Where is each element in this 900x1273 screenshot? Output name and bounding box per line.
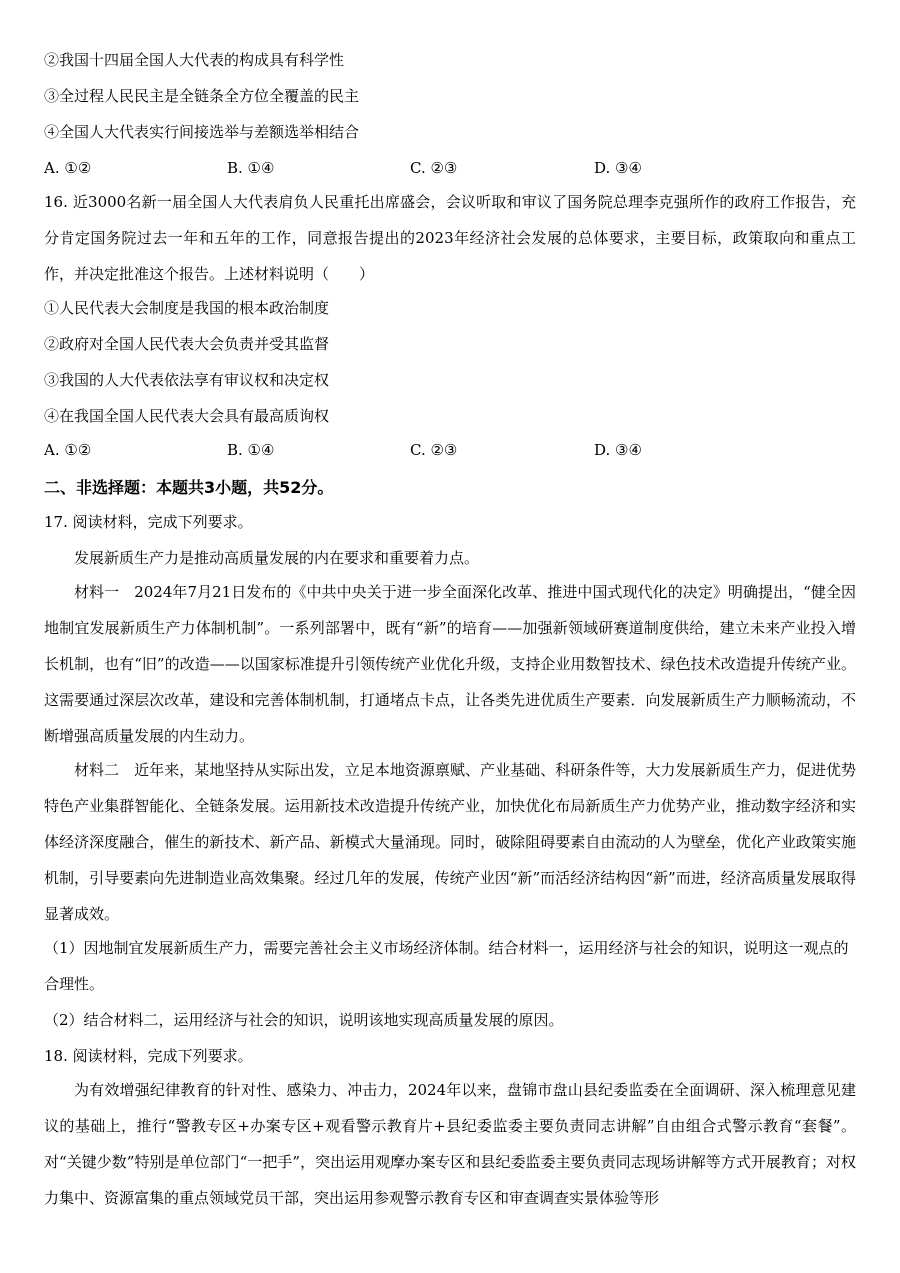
q15-choice-d: D. ③④ xyxy=(594,159,642,177)
q15-choices xyxy=(44,158,864,178)
q16-choice-c: C. ②③ xyxy=(410,441,458,459)
q16-option-2: ②政府对全国人民代表大会负责并受其监督 xyxy=(44,335,330,353)
section-heading: 二、非选择题：本题共3小题，共52分。 xyxy=(44,478,334,497)
q17-intro: 发展新质生产力是推动高质量发展的内在要求和重要着力点。 xyxy=(74,549,480,567)
q16-option-4: ④在我国全国人民代表大会具有最高质询权 xyxy=(44,407,330,425)
q15-option-4: ④全国人大代表实行间接选举与差额选举相结合 xyxy=(44,123,360,141)
q15-choice-b: B. ①④ xyxy=(227,159,275,177)
q17-subquestion-1: （1）因地制宜发展新质生产力，需要完善社会主义市场经济体制。结合材料一，运用经济与社会的知识，说明这一观点的合理性。 xyxy=(44,939,849,993)
q16-stem: 16. 近3000名新一届全国人大代表肩负人民重托出席盛会，会议听取和审议了国务院总理李克强所作的政府工作报告，充分肯定国务院过去一年和五年的工作，同意报告提出的2023年经济社会发展的总体要求，主要目标，政策取向和重点工作，并决定批准这个报告。上述材料说明（ ） xyxy=(44,193,856,283)
q15-choice-a: A. ①② xyxy=(44,159,92,177)
q16-choices xyxy=(44,440,864,460)
q17-subquestion-2: （2）结合材料二，运用经济与社会的知识，说明该地实现高质量发展的原因。 xyxy=(44,1011,564,1029)
q15-choice-c: C. ②③ xyxy=(410,159,458,177)
q17-title: 17. 阅读材料，完成下列要求。 xyxy=(44,513,253,531)
q15-option-2: ②我国十四届全国人大代表的构成具有科学性 xyxy=(44,51,345,69)
q17-material-2: 材料二 近年来，某地坚持从实际出发，立足本地资源禀赋、产业基础、科研条件等，大力发展新质生产力，促进优势特色产业集群智能化、全链条发展。运用新技术改造提升传统产业，加快优化布局新质生产力优势产业，推动数字经济和实体经济深度融合，催生的新技术、新产品、新模式大量涌现。同时，破除阻碍要素自由流动的人为壁垒，优化产业政策实施机制，引导要素向先进制造业高效集聚。经过几年的发展，传统产业因“新”而活经济结构因“新”而进，经济高质量发展取得显著成效。 xyxy=(44,761,856,923)
q16-choice-d: D. ③④ xyxy=(594,441,642,459)
q18-material: 为有效增强纪律教育的针对性、感染力、冲击力，2024年以来，盘锦市盘山县纪委监委在全面调研、深入梳理意见建议的基础上，推行“警教专区+办案专区+观看警示教育片+县纪委监委主要负责同志讲解”自由组合式警示教育“套餐”。对“关键少数”特别是单位部门“一把手”，突出运用观摩办案专区和县纪委监委主要负责同志现场讲解等方式开展教育；对权力集中、资源富集的重点领域党员干部，突出运用参观警示教育专区和审查调查实景体验等形 xyxy=(44,1081,856,1207)
q16-option-1: ①人民代表大会制度是我国的根本政治制度 xyxy=(44,299,330,317)
q18-title: 18. 阅读材料，完成下列要求。 xyxy=(44,1047,253,1065)
q15-option-3: ③全过程人民民主是全链条全方位全覆盖的民主 xyxy=(44,87,360,105)
q16-choice-a: A. ①② xyxy=(44,441,92,459)
q17-material-1: 材料一 2024年7月21日发布的《中共中央关于进一步全面深化改革、推进中国式现代化的决定》明确提出，“健全因地制宜发展新质生产力体制机制”。一系列部署中，既有“新”的培育——加强新领域研赛道制度供给，建立未来产业投入增长机制，也有“旧”的改造——以国家标准提升引领传统产业优化升级，支持企业用数智技术、绿色技术改造提升传统产业。这需要通过深层次改革，建设和完善体制机制，打通堵点卡点，让各类先进优质生产要素．向发展新质生产力顺畅流动，不断增强高质量发展的内生动力。 xyxy=(44,583,856,745)
q16-choice-b: B. ①④ xyxy=(227,441,275,459)
q16-option-3: ③我国的人大代表依法享有审议权和决定权 xyxy=(44,371,330,389)
